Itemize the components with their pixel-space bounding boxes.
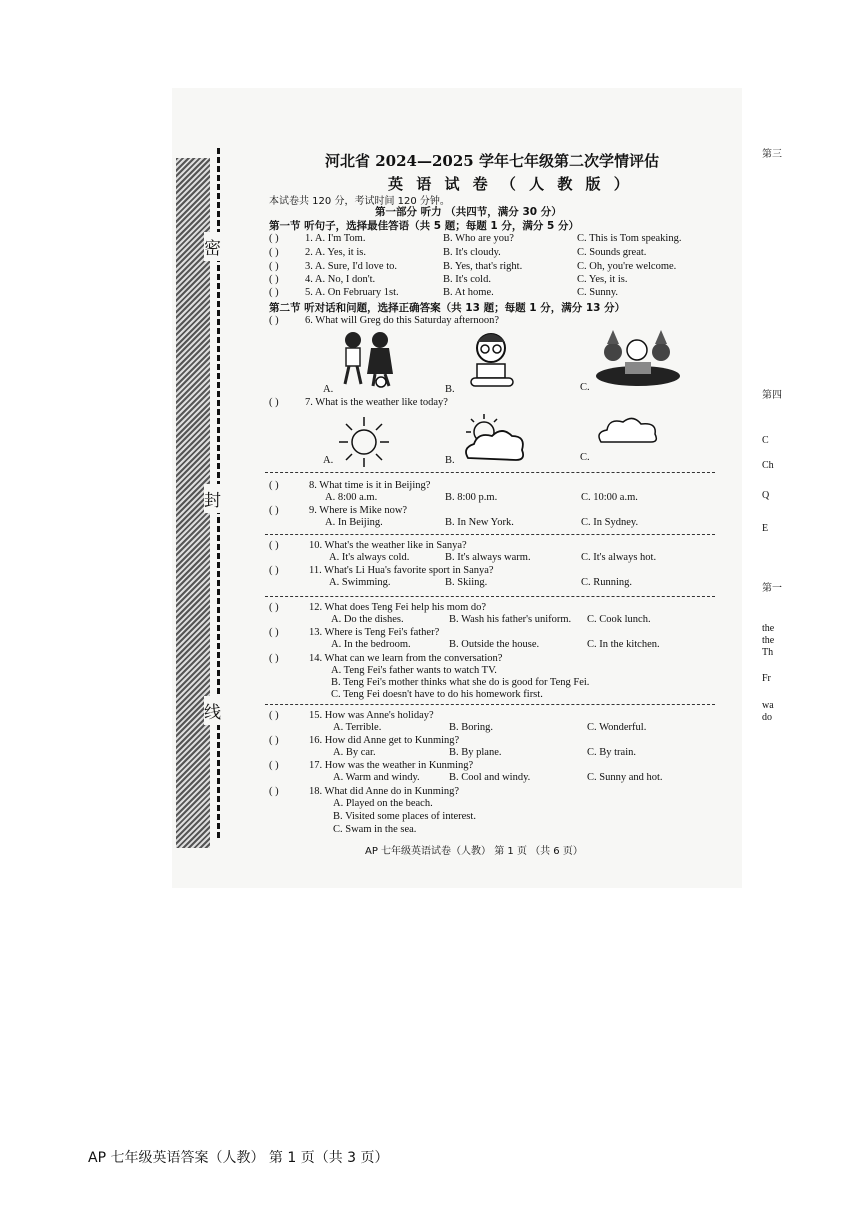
kids-soccer-picture xyxy=(335,330,397,390)
edge-text: do xyxy=(762,712,772,723)
divider xyxy=(265,534,715,535)
option-c-label: C. xyxy=(580,452,590,463)
section-heading: 第二节 听对话和问题，选择正确答案（共 13 题；每题 1 分，满分 13 分） xyxy=(269,302,626,314)
seal-char-feng: 封 xyxy=(204,484,221,513)
partly-cloudy-icon xyxy=(460,414,530,464)
edge-text: the xyxy=(762,623,775,634)
seal-char-xian: 线 xyxy=(204,696,221,725)
option-a-label: A. xyxy=(323,455,334,466)
next-page-edge xyxy=(762,145,790,835)
edge-text: 第三 xyxy=(762,149,782,160)
divider xyxy=(265,704,715,705)
edge-text: Th xyxy=(762,647,774,658)
edge-text: C xyxy=(762,435,769,446)
edge-text: wa xyxy=(762,700,774,711)
exam-note: 本试卷共 120 分，考试时间 120 分钟。 xyxy=(269,196,450,207)
boy-reading-picture xyxy=(467,328,519,390)
part-heading: 第一部分 听力 （共四节，满分 30 分） xyxy=(375,206,562,218)
option-a-label: A. xyxy=(323,384,334,395)
edge-text: Ch xyxy=(762,460,774,471)
binding-margin xyxy=(176,98,224,838)
divider xyxy=(265,472,715,473)
edge-text: Q xyxy=(762,490,770,501)
sun-icon xyxy=(337,415,391,469)
edge-text: E xyxy=(762,523,769,534)
birthday-party-picture xyxy=(595,330,681,390)
option-b-label: B. xyxy=(445,455,455,466)
exam-title: 河北省 2024—2025 学年七年级第二次学情评估 xyxy=(325,152,659,170)
divider xyxy=(265,596,715,597)
edge-text: 第一 xyxy=(762,583,782,594)
exam-subtitle: 英 语 试 卷 （ 人 教 版 ） xyxy=(388,175,633,193)
cloudy-icon xyxy=(595,414,661,446)
section-heading: 第一节 听句子，选择最佳答语（共 5 题；每题 1 分，满分 5 分） xyxy=(269,220,580,232)
option-b-label: B. xyxy=(445,384,455,395)
page-footer: AP 七年级英语答案（人教） 第 1 页（共 3 页） xyxy=(88,1150,389,1166)
edge-text: the xyxy=(762,635,775,646)
edge-text: 第四 xyxy=(762,390,782,401)
edge-text: Fr xyxy=(762,673,771,684)
scan-page-footer: AP 七年级英语试卷（人教） 第 1 页 （共 6 页） xyxy=(365,846,583,857)
option-c-label: C. xyxy=(580,382,590,393)
seal-char-mi: 密 xyxy=(204,232,221,261)
